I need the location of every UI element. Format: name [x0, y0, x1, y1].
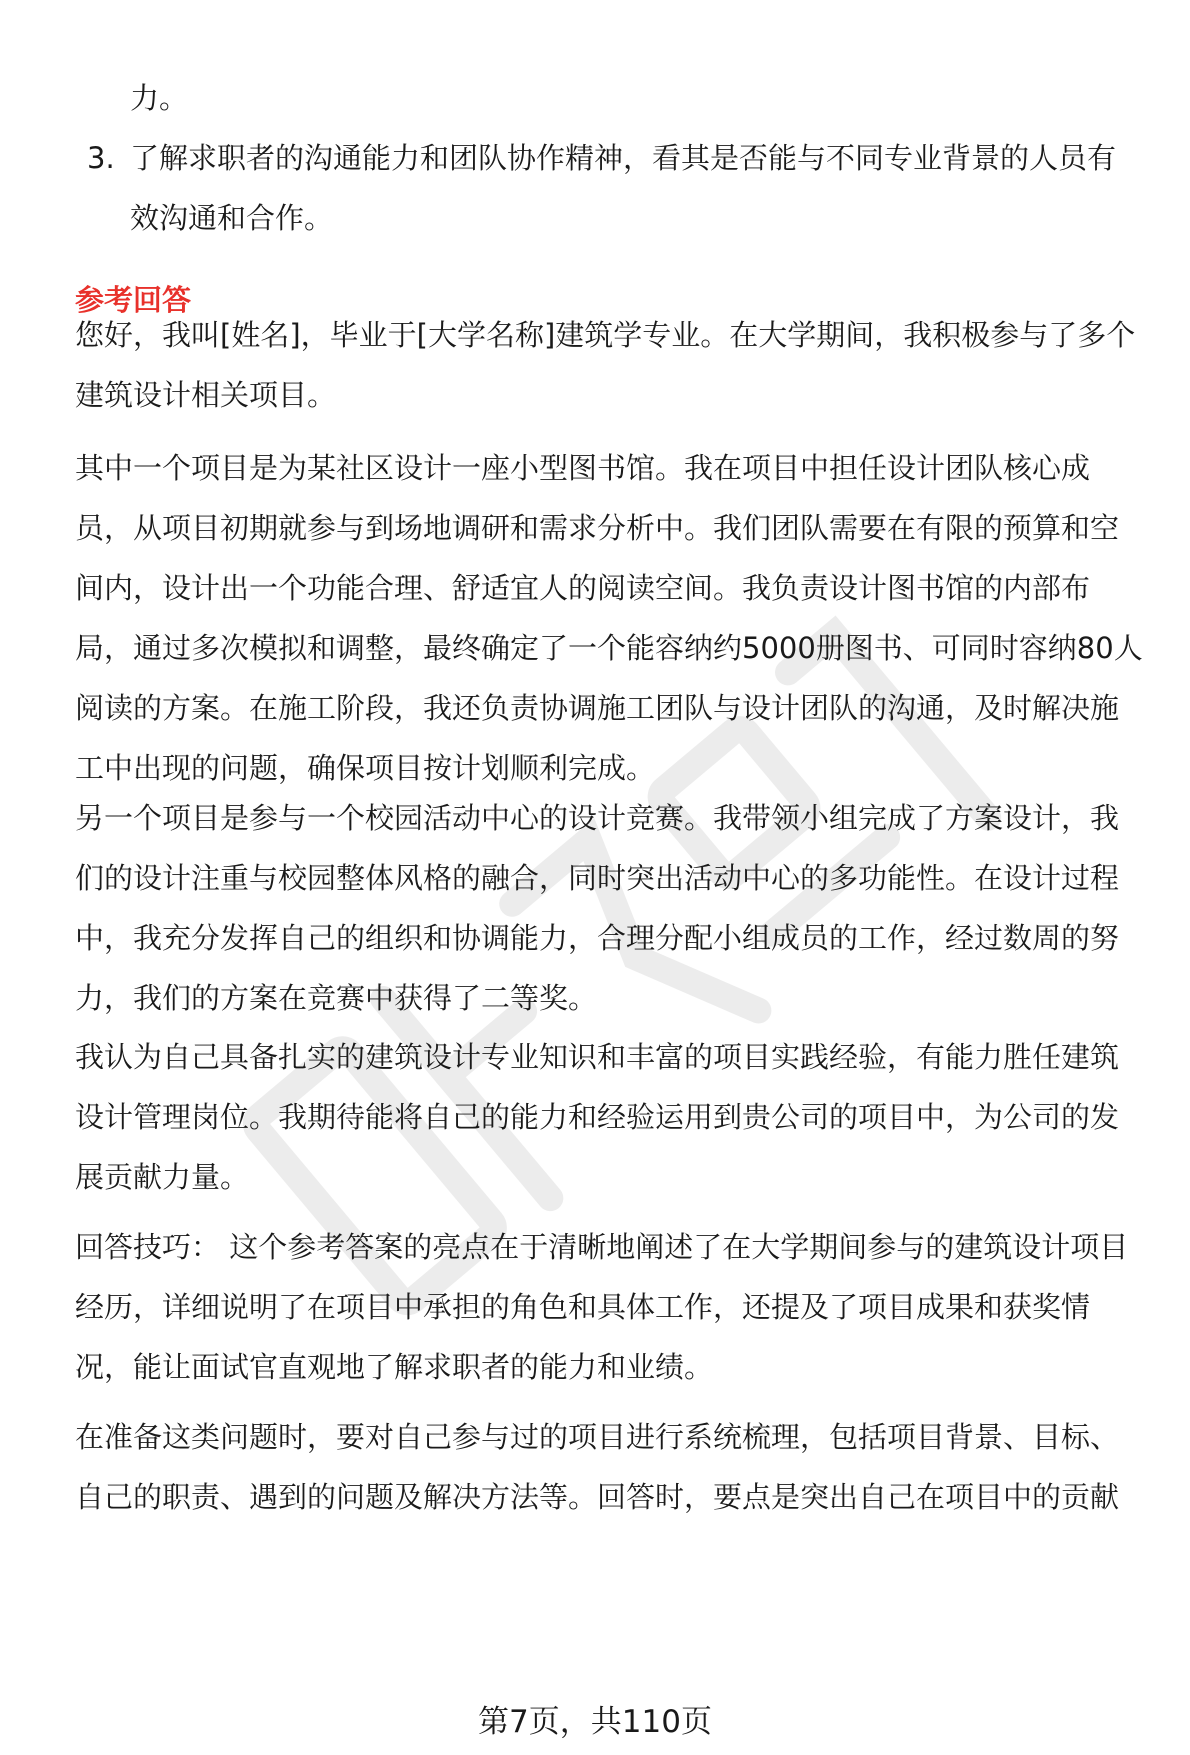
paragraph-line: 您好，我叫[姓名]，毕业于[大学名称]建筑学专业。在大学期间，我积极参与了多个 [75, 318, 1136, 352]
paragraph-line: 另一个项目是参与一个校园活动中心的设计竞赛。我带领小组完成了方案设计，我 [75, 801, 1120, 835]
paragraph-line: 我认为自己具备扎实的建筑设计专业知识和丰富的项目实践经验，有能力胜任建筑 [75, 1040, 1120, 1074]
paragraph-line: 展贡献力量。 [75, 1160, 250, 1194]
paragraph-line: 局，通过多次模拟和调整，最终确定了一个能容纳约5000册图书、可同时容纳80人 [75, 631, 1143, 665]
paragraph-line: 自己的职责、遇到的问题及解决方法等。回答时，要点是突出自己在项目中的贡献 [75, 1480, 1120, 1514]
paragraph-line: 们的设计注重与校园整体风格的融合，同时突出活动中心的多功能性。在设计过程 [75, 861, 1120, 895]
list-item-text [130, 128, 1165, 248]
paragraph-line: 经历，详细说明了在项目中承担的角色和具体工作，还提及了项目成果和获奖情 [75, 1290, 1091, 1324]
paragraph-line: 况，能让面试官直观地了解求职者的能力和业绩。 [75, 1350, 714, 1384]
paragraph-line: 中，我充分发挥自己的组织和协调能力，合理分配小组成员的工作，经过数周的努 [75, 921, 1120, 955]
paragraph-line: 阅读的方案。在施工阶段，我还负责协调施工团队与设计团队的沟通，及时解决施 [75, 691, 1120, 725]
paragraph-library-project [75, 438, 1170, 798]
paragraph-line: 回答技巧： 这个参考答案的亮点在于清晰地阐述了在大学期间参与的建筑设计项目 [75, 1230, 1129, 1264]
paragraph-line: 在准备这类问题时，要对自己参与过的项目进行系统梳理，包括项目背景、目标、 [75, 1420, 1120, 1454]
section-heading: 参考回答 [75, 283, 192, 317]
list-continuation-text: 力。 [130, 81, 189, 115]
list-number: 3. [87, 141, 115, 175]
paragraph-line: 设计管理岗位。我期待能将自己的能力和经验运用到贵公司的项目中，为公司的发 [75, 1100, 1120, 1134]
paragraph-line: 员，从项目初期就参与到场地调研和需求分析中。我们团队需要在有限的预算和空 [75, 511, 1120, 545]
paragraph-preparation [75, 1407, 1170, 1527]
paragraph-line: 力，我们的方案在竞赛中获得了二等奖。 [75, 981, 598, 1015]
paragraph-line: 建筑设计相关项目。 [75, 378, 337, 412]
list-item-line: 了解求职者的沟通能力和团队协作精神，看其是否能与不同专业背景的人员有 [130, 141, 1117, 175]
page-footer: 第7页，共110页 [478, 1704, 712, 1740]
paragraph-answer-tips [75, 1217, 1170, 1397]
paragraph-self-assessment [75, 1027, 1170, 1207]
paragraph-line: 间内，设计出一个功能合理、舒适宜人的阅读空间。我负责设计图书馆的内部布 [75, 571, 1091, 605]
list-item-line: 效沟通和合作。 [130, 201, 334, 235]
paragraph-intro [75, 305, 1170, 425]
paragraph-line: 其中一个项目是为某社区设计一座小型图书馆。我在项目中担任设计团队核心成 [75, 451, 1091, 485]
paragraph-line: 工中出现的问题，确保项目按计划顺利完成。 [75, 751, 656, 785]
paragraph-campus-project [75, 788, 1170, 1028]
